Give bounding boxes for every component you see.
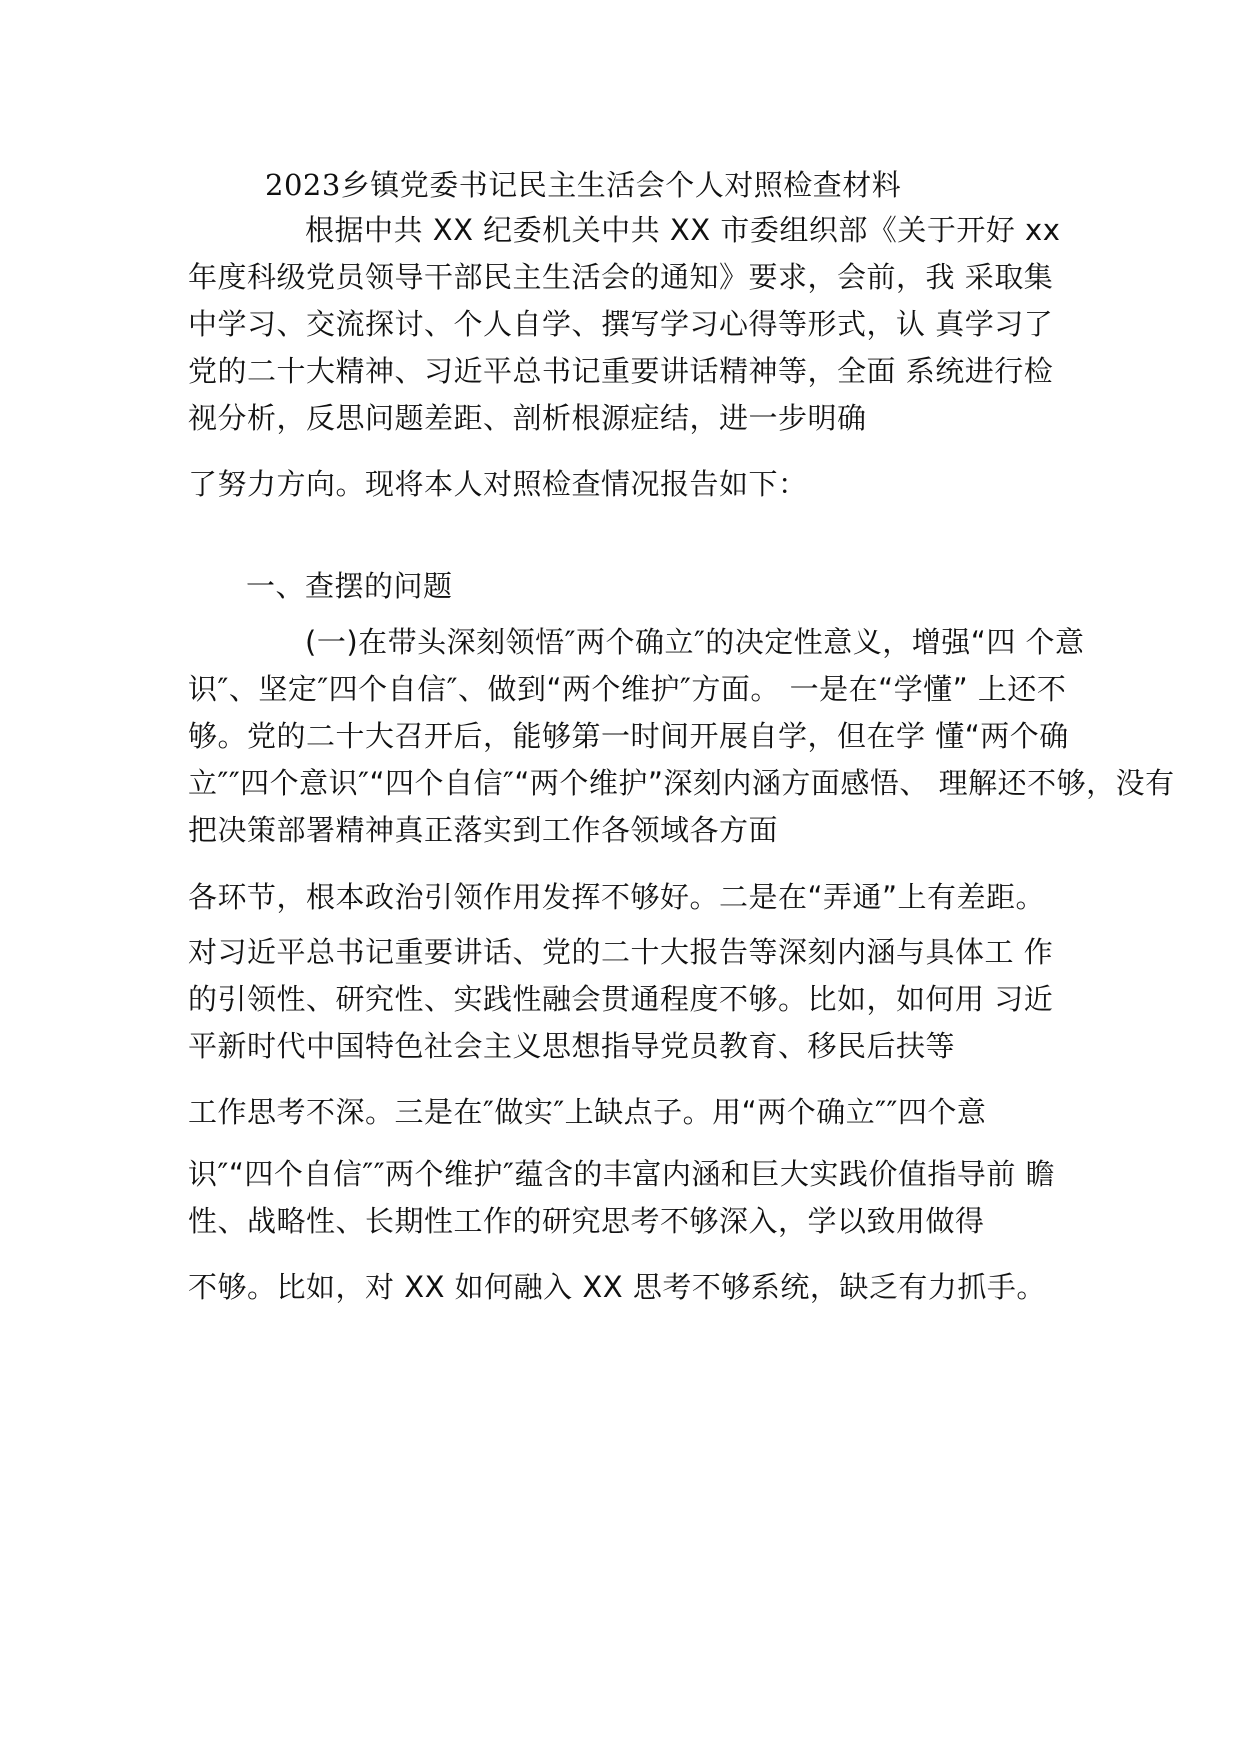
body-line: (一)在带头深刻领悟″两个确立″的决定性意义，增强“四 个意 xyxy=(305,625,1085,659)
section-heading: 一、查摆的问题 xyxy=(246,569,453,603)
body-line: 工作思考不深。三是在″做实″上缺点子。用“两个确立″″四个意 xyxy=(188,1095,987,1129)
intro-line: 中学习、交流探讨、个人自学、撰写学习心得等形式，认 真学习了 xyxy=(188,307,1054,341)
intro-line: 根据中共 XX 纪委机关中共 XX 市委组织部《关于开好 xx xyxy=(305,213,1061,247)
body-line: 把决策部署精神真正落实到工作各领域各方面 xyxy=(188,813,779,847)
body-line: 性、战略性、长期性工作的研究思考不够深入，学以致用做得 xyxy=(188,1204,985,1238)
intro-line: 党的二十大精神、习近平总书记重要讲话精神等，全面 系统进行检 xyxy=(188,354,1054,388)
body-line: 不够。比如，对 XX 如何融入 XX 思考不够系统，缺乏有力抓手。 xyxy=(188,1270,1046,1304)
body-line: 识″“四个自信″″两个维护″蕴含的丰富内涵和巨大实践价值指导前 瞻 xyxy=(188,1157,1056,1191)
body-line: 够。党的二十大召开后，能够第一时间开展自学，但在学 懂“两个确 xyxy=(188,719,1069,753)
body-line: 的引领性、研究性、实践性融会贯通程度不够。比如，如何用 习近 xyxy=(188,982,1054,1016)
intro-line: 了努力方向。现将本人对照检查情况报告如下： xyxy=(188,467,808,501)
body-line: 平新时代中国特色社会主义思想指导党员教育、移民后扶等 xyxy=(188,1029,956,1063)
body-line: 识″、坚定″四个自信″、做到“两个维护″方面。 一是在“学懂” 上还不 xyxy=(188,672,1067,706)
body-line: 各环节，根本政治引领作用发挥不够好。二是在“弄通”上有差距。 xyxy=(188,880,1046,914)
body-line: 对习近平总书记重要讲话、党的二十大报告等深刻内涵与具体工 作 xyxy=(188,935,1054,969)
body-line: 立″″四个意识″“四个自信″“两个维护”深刻内涵方面感悟、 理解还不够，没有 xyxy=(188,766,1175,800)
intro-line: 视分析，反思问题差距、剖析根源症结，进一步明确 xyxy=(188,401,867,435)
intro-line: 年度科级党员领导干部民主生活会的通知》要求，会前，我 采取集 xyxy=(188,260,1054,294)
document-title: 2023乡镇党委书记民主生活会个人对照检查材料 xyxy=(265,168,902,202)
